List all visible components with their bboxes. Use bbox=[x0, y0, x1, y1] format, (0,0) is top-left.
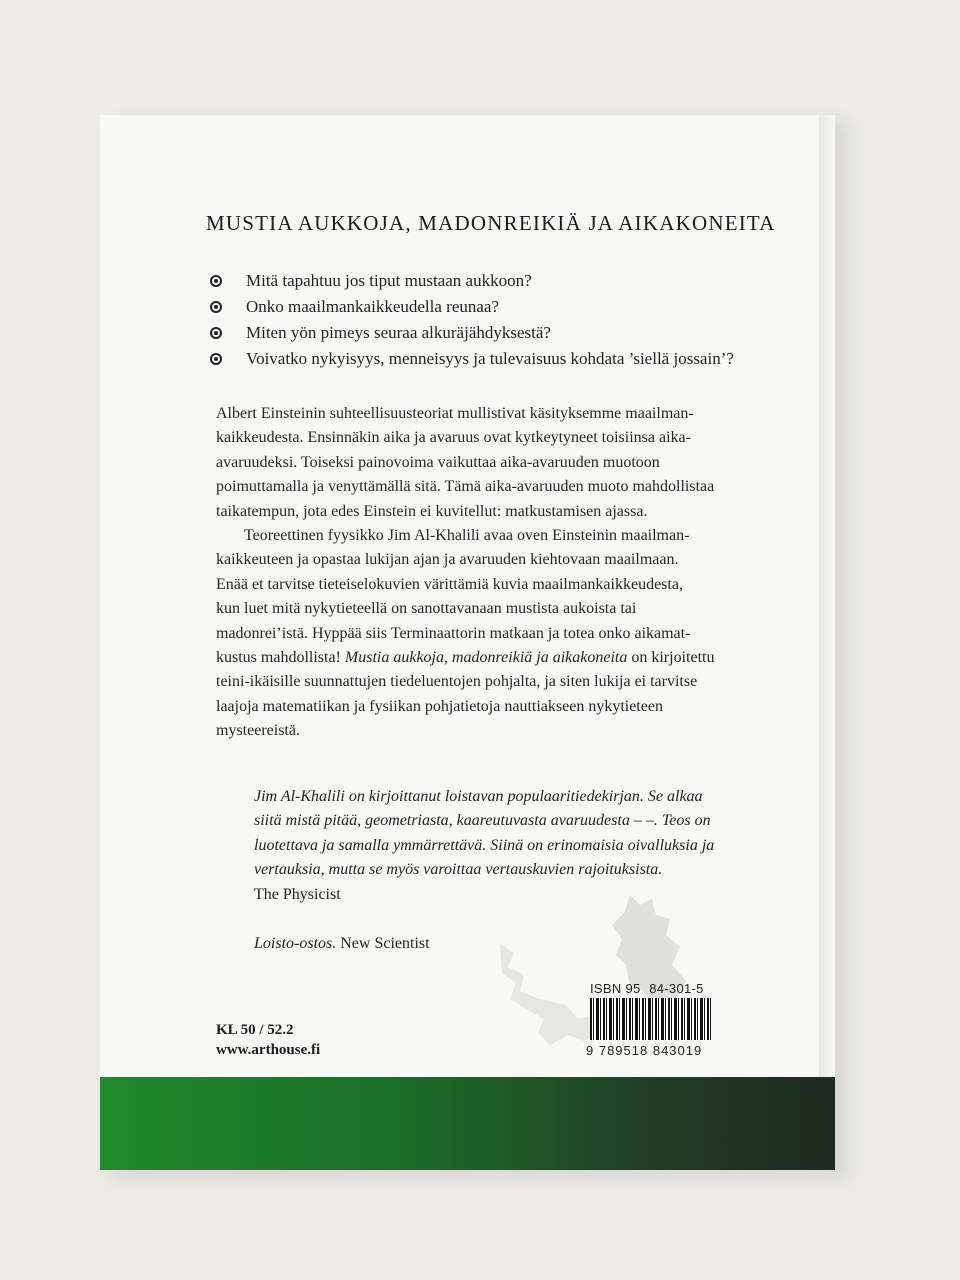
question-list bbox=[210, 268, 734, 372]
bullet-icon bbox=[210, 353, 222, 365]
book-title-italic: Mustia aukkoja, madonreikiä ja aikakoneita bbox=[344, 649, 628, 667]
review-source: The Physicist bbox=[254, 885, 341, 903]
question-item: Mitä tapahtuu jos tiput mustaan aukkoon? bbox=[210, 268, 734, 294]
publisher-info bbox=[216, 1020, 320, 1060]
paragraph-2: Teoreettinen fyysikko Jim Al-Khalili avaa oven Einsteinin maailman- kaikkeuteen ja opastaa lukijan ajan ja avaruuden kiehtovaan maailmaan. Enää et tarvitse tieteiselokuvien värittämiä kuvia maailmankaikkeudesta, kun luet mitä nykytieteellä on sanottavanaan mustista aukoista tai madonrei’istä. Hyppää siis Terminaattorin matkaan ja totea onko aikamat- kustus mahdollista! Mustia aukkoja, madonreikiä ja aikakoneita on kirjoitettu teini-ikäisille suunnattujen tiedeluentojen pohjalta, ja siten lukija ei tarvitse laajoja matematiikan ja fysiikan pohjatietoja nauttiakseen nykytieteen mysteereistä. bbox=[216, 527, 715, 740]
library-classification: KL 50 / 52.2 bbox=[216, 1022, 294, 1038]
review-physicist: Jim Al-Khalili on kirjoittanut loistavan populaaritiedekirjan. Se alkaa siitä mistä pitää, geometriasta, kaareutuvasta avaruudesta – –. Teos on luotettava ja samalla ymmärrettävä. Siinä on erinomaisia oivalluksia ja vertauksia, mutta se myös varoittaa vertauskuvien rajoituksista. The Physicist bbox=[254, 785, 724, 907]
bullet-icon bbox=[210, 301, 222, 313]
green-cover-band bbox=[100, 1077, 835, 1170]
barcode bbox=[590, 998, 712, 1040]
review-new-scientist: Loisto-ostos. New Scientist bbox=[254, 935, 430, 952]
question-item: Onko maailmankaikkeudella reunaa? bbox=[210, 294, 734, 320]
publisher-website: www.arthouse.fi bbox=[216, 1042, 321, 1058]
review-source: New Scientist bbox=[340, 935, 430, 952]
question-item: Voivatko nykyisyys, menneisyys ja tulevaisuus kohdata ’siellä jossain’? bbox=[210, 346, 734, 372]
bullet-icon bbox=[210, 275, 222, 287]
barcode-number: 9 789518 843019 bbox=[586, 1043, 703, 1058]
book-back-cover bbox=[100, 115, 835, 1170]
book-title: MUSTIA AUKKOJA, MADONREIKIÄ JA AIKAKONEITA bbox=[206, 211, 776, 235]
isbn-label: ISBN 95 84-301-5 bbox=[590, 981, 704, 996]
paragraph-1: Albert Einsteinin suhteellisuusteoriat mullistivat käsityksemme maailman- kaikkeudesta. Ensinnäkin aika ja avaruus ovat kytkeytyneet toisiinsa aika- avaruudeksi. Toiseksi painovoima vaikuttaa aika-avaruuden muotoon poimuttamalla ja venyttämällä sitä. Tämä aika-avaruuden muoto mahdollistaa taikatempun, jota edes Einstein ei kuvitellut: matkustamisen ajassa. bbox=[216, 405, 715, 520]
bullet-icon bbox=[210, 327, 222, 339]
question-item: Miten yön pimeys seuraa alkuräjähdyksestä? bbox=[210, 320, 734, 346]
description-text bbox=[216, 402, 716, 744]
book-spine-edge bbox=[819, 115, 835, 1170]
